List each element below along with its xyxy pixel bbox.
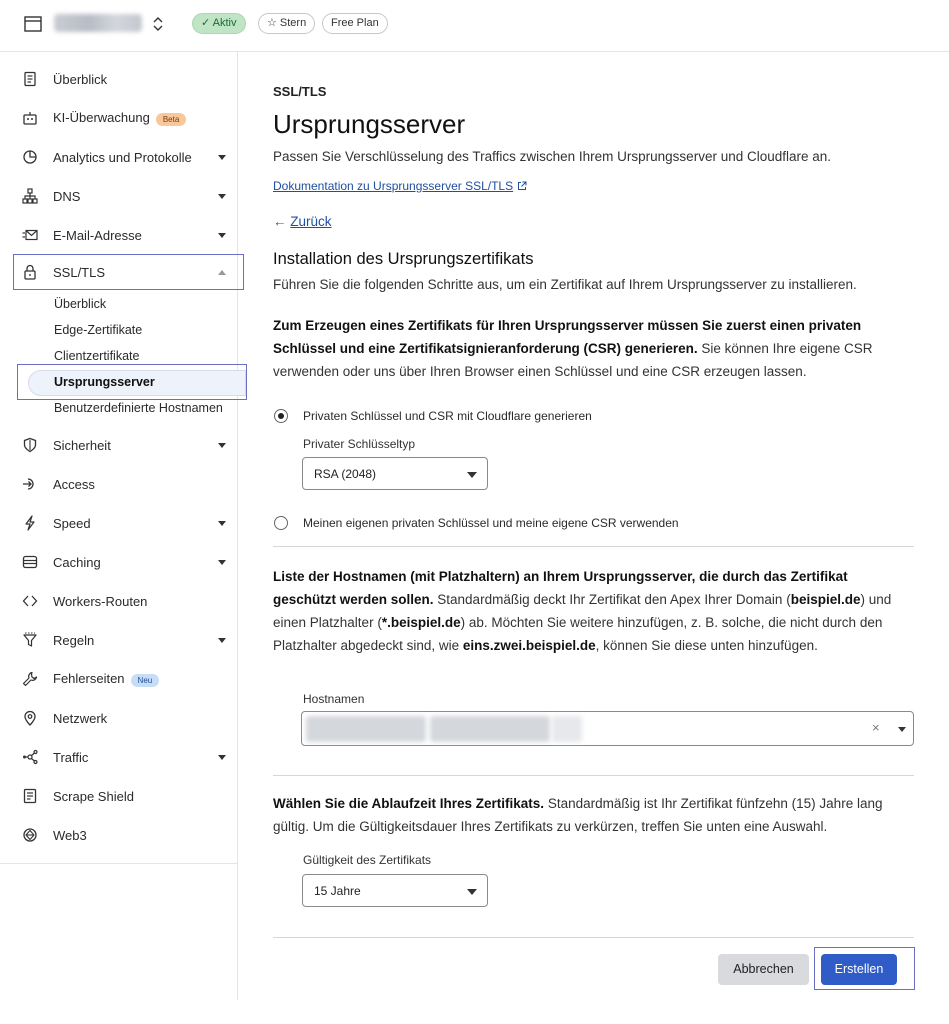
sidebar-item-label: Workers-Routen — [53, 593, 148, 609]
ssl-sub-overview[interactable]: Überblick — [54, 297, 107, 311]
page-icon — [22, 788, 38, 804]
funnel-icon — [22, 632, 38, 648]
storage-icon — [22, 554, 38, 570]
wildcard-example: *.beispiel.de — [381, 615, 461, 630]
sidebar-item-scrape-shield[interactable] — [0, 781, 238, 811]
sidebar-item-text: Fehlerseiten — [53, 671, 125, 687]
sidebar-item-label — [53, 110, 186, 125]
star-button[interactable]: ☆ Stern — [258, 13, 315, 34]
sidebar-divider — [0, 863, 238, 864]
hostname-chip[interactable] — [430, 716, 550, 742]
hostnames-text-2: ) und einen Platzhalter ( — [273, 592, 892, 630]
sidebar-item-text: KI-Überwachung — [53, 110, 150, 126]
sidebar-item-network[interactable] — [0, 703, 238, 733]
ssl-sub-origin-server[interactable]: Ursprungsserver — [54, 375, 155, 389]
sidebar-item-label: Traffic — [53, 749, 89, 765]
csr-description-rest: Sie können Ihre eigene CSR verwenden oder uns über Ihren Browser einen Schlüssel und eine CSR erzeugen lassen. — [273, 341, 873, 379]
sidebar-item-email[interactable] — [0, 220, 238, 250]
section-divider — [273, 937, 914, 938]
traffic-icon — [22, 749, 38, 765]
validity-description-rest: Standardmäßig ist Ihr Zertifikat fünfzehn (15) Jahre lang gültig. Um die Gültigkeitsdauer Ihres Zertifikats zu verkürzen, treffen Sie unten eine Auswahl. — [273, 796, 883, 834]
chevron-down-icon[interactable] — [218, 155, 226, 160]
create-highlight-box — [814, 947, 915, 990]
sidebar-item-label: Speed — [53, 515, 91, 531]
web3-icon — [22, 827, 38, 843]
sidebar-item-label: SSL/TLS — [53, 264, 106, 280]
sidebar-item-caching[interactable] — [0, 547, 238, 577]
ssl-sub-client-certificates[interactable]: Clientzertifikate — [54, 349, 140, 363]
validity-description — [273, 792, 913, 838]
access-icon — [22, 476, 38, 492]
ssl-tls-highlight-box — [13, 254, 244, 290]
chart-icon — [22, 149, 38, 165]
network-icon — [22, 188, 38, 204]
sidebar-item-label: Regeln — [53, 632, 95, 648]
sidebar-item-traffic[interactable] — [0, 742, 238, 772]
radio-own-csr-label: Meinen eigenen privaten Schlüssel und meine eigene CSR verwenden — [303, 516, 679, 530]
wrench-icon — [22, 671, 38, 687]
documentation-link-text: Dokumentation zu Ursprungsserver SSL/TLS — [273, 179, 514, 193]
sidebar-item-ai-monitoring[interactable] — [0, 103, 238, 133]
mail-icon — [22, 227, 38, 243]
sidebar-item-label: Scrape Shield — [53, 788, 134, 804]
section-divider — [273, 546, 914, 547]
sidebar-item-label: Überblick — [53, 71, 108, 87]
chevron-down-icon[interactable] — [898, 727, 906, 732]
radio-generate-with-cloudflare[interactable] — [274, 409, 288, 423]
sidebar-item-workers-routes[interactable] — [0, 586, 238, 616]
sidebar-item-error-pages[interactable] — [0, 664, 238, 694]
hostname-input-cursor — [552, 716, 582, 742]
new-badge: Neu — [131, 674, 160, 687]
hostname-chip[interactable] — [306, 716, 426, 742]
documentation-link[interactable] — [273, 179, 527, 193]
hostnames-input[interactable] — [301, 711, 914, 746]
arrow-left-icon: ← — [273, 214, 287, 229]
section-divider — [273, 775, 914, 776]
origin-server-highlight-box — [17, 364, 247, 400]
sidebar-item-access[interactable] — [0, 469, 238, 499]
section-label: SSL/TLS — [273, 84, 327, 99]
code-icon — [22, 593, 38, 609]
radio-own-csr[interactable] — [274, 516, 288, 530]
ssl-sub-edge-certificates[interactable]: Edge-Zertifikate — [54, 323, 143, 337]
sidebar-item-label: Web3 — [53, 827, 87, 843]
robot-icon — [22, 110, 38, 126]
hostnames-description — [273, 565, 913, 657]
validity-label: Gültigkeit des Zertifikats — [303, 853, 432, 867]
chevron-down-icon[interactable] — [218, 443, 226, 448]
page-title: Ursprungsserver — [273, 109, 466, 139]
sidebar-item-label: Analytics und Protokolle — [53, 149, 192, 165]
sidebar-item-analytics[interactable] — [0, 142, 238, 172]
key-type-value: RSA (2048) — [314, 467, 377, 481]
sidebar-item-label: Netzwerk — [53, 710, 108, 726]
sidebar-item-label: E-Mail-Adresse — [53, 227, 142, 243]
chevron-down-icon[interactable] — [218, 521, 226, 526]
radio-generate-label: Privaten Schlüssel und CSR mit Cloudflare generieren — [303, 409, 592, 423]
chevron-down-icon — [467, 472, 477, 478]
status-badge: ✓ Aktiv — [192, 13, 246, 34]
main-content — [273, 52, 923, 1024]
subdomain-example: eins.zwei.beispiel.de — [462, 638, 596, 653]
hostnames-description-bold: Liste der Hostnamen (mit Platzhaltern) an Ihrem Ursprungsserver, die durch das Zertifikat geschützt werden sollen. — [273, 569, 848, 607]
location-icon — [22, 710, 38, 726]
document-icon — [22, 71, 38, 87]
sidebar — [0, 52, 238, 1000]
clear-icon[interactable]: × — [872, 720, 880, 735]
chevron-down-icon[interactable] — [218, 233, 226, 238]
apex-example: beispiel.de — [790, 592, 861, 607]
back-link[interactable] — [273, 214, 332, 229]
sidebar-item-speed[interactable] — [0, 508, 238, 538]
switch-site-icon[interactable] — [152, 14, 164, 34]
plan-badge[interactable]: Free Plan — [322, 13, 388, 34]
sidebar-item-label: DNS — [53, 188, 81, 204]
sidebar-item-overview[interactable] — [0, 64, 238, 94]
validity-description-bold: Wählen Sie die Ablaufzeit Ihres Zertifikats. — [273, 796, 545, 811]
sidebar-item-label — [53, 671, 159, 686]
csr-description-bold: Zum Erzeugen eines Zertifikats für Ihren Ursprungsserver müssen Sie zuerst einen privaten Schlüssel und eine Zertifikatsignieranforderung (CSR) generieren. — [273, 318, 862, 356]
chevron-down-icon[interactable] — [218, 194, 226, 199]
cancel-button[interactable]: Abbrechen — [718, 954, 809, 985]
window-icon[interactable] — [24, 16, 42, 32]
hostnames-label: Hostnamen — [303, 692, 365, 706]
sidebar-item-security[interactable] — [0, 430, 238, 460]
sidebar-item-label: Access — [53, 476, 95, 492]
back-link-text: Zurück — [290, 214, 332, 229]
csr-description — [273, 314, 913, 383]
install-heading: Installation des Ursprungszertifikats — [273, 250, 534, 268]
shield-icon — [22, 437, 38, 453]
sidebar-item-web3[interactable] — [0, 820, 238, 850]
beta-badge: Beta — [156, 113, 186, 126]
external-link-icon — [517, 181, 527, 191]
chevron-down-icon — [467, 889, 477, 895]
hostnames-text-4: , können Sie diese unten hinzufügen. — [595, 638, 818, 653]
hostnames-text-3: ) ab. Möchten Sie weitere hinzufügen, z. B. solche, die nicht durch den Platzhalter abgedeckt sind, wie — [273, 615, 883, 653]
top-bar — [0, 0, 949, 52]
key-type-select[interactable] — [302, 457, 488, 490]
sidebar-item-rules[interactable] — [0, 625, 238, 655]
validity-value: 15 Jahre — [314, 884, 361, 898]
sidebar-item-dns[interactable] — [0, 181, 238, 211]
ssl-sub-custom-hostnames[interactable]: Benutzerdefinierte Hostnamen — [54, 401, 223, 415]
chevron-down-icon[interactable] — [218, 755, 226, 760]
hostnames-text-1: Standardmäßig deckt Ihr Zertifikat den Apex Ihrer Domain ( — [433, 592, 791, 607]
lightning-icon — [22, 515, 38, 531]
install-description: Führen Sie die folgenden Schritte aus, um ein Zertifikat auf Ihrem Ursprungsserver zu installieren. — [273, 277, 857, 292]
create-button[interactable]: Erstellen — [821, 954, 897, 985]
key-type-label: Privater Schlüsseltyp — [303, 437, 416, 451]
sidebar-item-label: Caching — [53, 554, 101, 570]
page-subtitle: Passen Sie Verschlüsselung des Traffics zwischen Ihrem Ursprungsserver und Cloudflare an. — [273, 149, 832, 164]
site-selector[interactable] — [54, 14, 142, 32]
sidebar-item-label: Sicherheit — [53, 437, 111, 453]
chevron-down-icon[interactable] — [218, 638, 226, 643]
chevron-down-icon[interactable] — [218, 560, 226, 565]
validity-select[interactable] — [302, 874, 488, 907]
